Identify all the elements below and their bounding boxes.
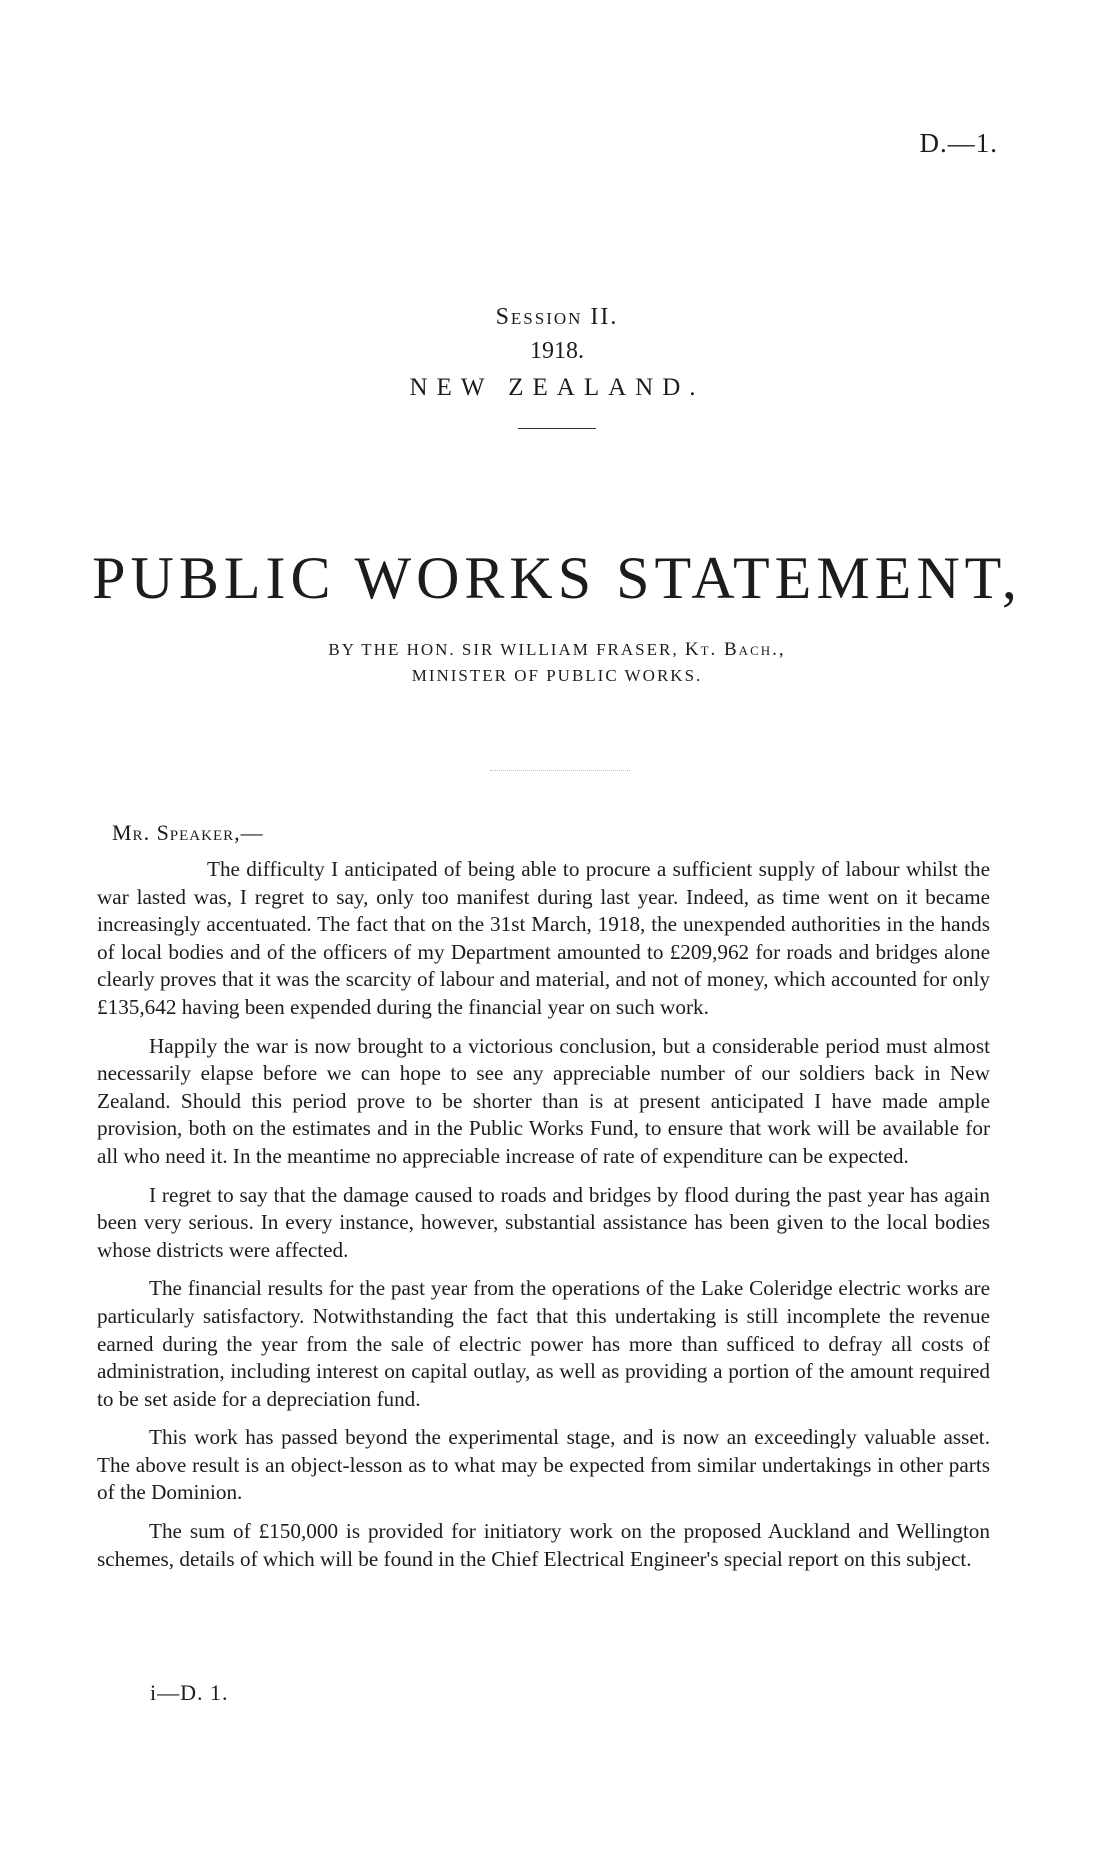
paragraph: The financial results for the past year from the operations of the Lake Coleridge electric works are particularly satisfactory. Notwithstanding the fact that this undertaking is still incomplete the revenue earned during the year from the sale of electric power has more than sufficed to defray all costs of administration, including interest on capital outlay, as well as providing a portion of the amount required to be set aside for a depreciation fund. [97,1276,990,1411]
page-folio: i—D. 1. [150,1680,229,1705]
page-title: PUBLIC WORKS STATEMENT, [92,545,1022,611]
paragraph: The sum of £150,000 is provided for initiatory work on the proposed Auckland and Wellington schemes, details of which will be found in the Chief Electrical Engineer's special report on this subject. [97,1519,990,1571]
byline-line-1 [0,637,1114,663]
paragraph: This work has passed beyond the experimental stage, and is now an exceedingly valuable asset. The above result is an object-lesson as to what may be expected from similar undertakings in other parts of the Dominion. [97,1425,990,1505]
document-reference: D.—1. [919,128,998,158]
byline-author: BY THE HON. SIR WILLIAM FRASER, [328,640,679,659]
country-label: NEW ZEALAND. [409,374,705,401]
byline [0,637,1114,689]
session-label: Session II. [495,304,619,330]
paragraph: Happily the war is now brought to a victorious conclusion, but a considerable period must almost necessarily elapse before we can hope to see any appreciable number of our soldiers back in New Zealand. Should this period prove to be shorter than is at present anticipated I have made ample provision, both on the estimates and in the Public Works Fund, to ensure that work will be available for all who need it. In the meantime no appreciable increase of rate of expenditure can be expected. [97,1033,990,1168]
section-divider [490,770,630,771]
paragraph: The difficulty I anticipated of being able to procure a sufficient supply of labour whilst the war lasted was, I regret to say, only too manifest during last year. Indeed, as time went on it became increasingly accentuated. The fact that on the 31st March, 1918, the unexpended authorities in the hands of local bodies and of the officers of my Department amounted to £209,962 for roads and bridges alone clearly proves that it was the scarcity of labour and material, and not of money, which accounted for only £135,642 having been expended during the financial year on such work. [97,857,990,1019]
paragraph: I regret to say that the damage caused to roads and bridges by flood during the past year has again been very serious. In every instance, however, substantial assistance has been given to the local bodies whose districts were affected. [97,1182,990,1262]
salutation: Mr. Speaker,— [112,820,264,845]
byline-honours: Kt. Bach., [684,639,786,660]
header-divider [518,428,596,429]
session-header [0,300,1114,429]
byline-office: MINISTER OF PUBLIC WORKS. [411,666,703,685]
year-label: 1918. [530,338,584,364]
statement-body [97,856,990,1584]
